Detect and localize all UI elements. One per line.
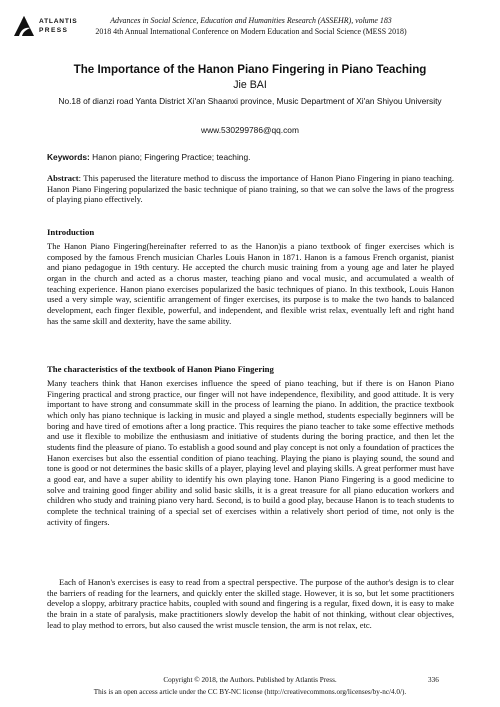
author-name: Jie BAI xyxy=(233,79,267,91)
page-number: 336 xyxy=(428,676,439,684)
section-heading-introduction: Introduction xyxy=(47,227,95,237)
license-notice: This is an open access article under the CC BY-NC license (http://creativecommons.org/licenses/by-nc/4.0/). xyxy=(93,688,407,696)
publisher-logo xyxy=(12,13,78,43)
logo-text-press: PRESS xyxy=(39,27,69,34)
logo-text-atlantis: ATLANTIS xyxy=(39,18,78,25)
abstract-text: : This paperused the literature method to discuss the importance of Hanon Piano Fingering in piano teaching. Hanon Piano Fingering popularized the basic technique of piano training, so that we can solve the laws of the progress of playing piano effectively. xyxy=(47,173,454,205)
introduction-paragraph: The Hanon Piano Fingering(hereinafter referred to as the Hanon)is a piano textbook of finger exercises which is composed by the famous French musician Charles Louis Hanon in 1871. Hanon is a famous French organist, pianist and piano pedagogue in 19th century. He accepted the church music training from a young age and later he played organ in the church and acted as a chorus master, teaching piano and vocal music, and accumulated a wealth of teaching experience. Hanon piano exercises popularized the basic techniques of piano. In this textbook, Louis Hanon used a very simple way, scientific arrangement of finger exercises, its purpose is to make the two hands to balanced development, each finger flexible, powerful, and independent, and flexible wrist relax, eventually left and right hand has the same skill and dexterity, have the same ability. xyxy=(47,241,454,326)
abstract-label: Abstract xyxy=(47,173,79,183)
author-affiliation: No.18 of dianzi road Yanta District Xi'an Shaanxi province, Music Department of Xi'an Shiyou University xyxy=(58,96,442,106)
conference-series: Advances in Social Science, Education and Humanities Research (ASSEHR), volume 183 xyxy=(110,16,392,25)
keywords-label: Keywords: xyxy=(47,152,90,162)
characteristics-paragraph-1: Many teachers think that Hanon exercises influence the speed of piano teaching, but if there is on Hanon Piano Fingering practical and strong practice, our finger will not have independence, flexibility, and good attitude. It is very important to have strong and consummate skill in the process of learning the piano. In addition, the practice textbook which only has piano technique is lacking in music and played a single method, students especially beginners will be boring and have tired of emotions after a long practice. This requires the piano teacher to take some effective methods and use it flexible to mobilize the enthusiasm and initiative of students during the boring practice, and then let the students find the pleasure of piano. To establish a good sound and play concept is not only a foundation of practices the Hanon exercises but also the essential condition of piano teaching. Playing the piano is playing sound, the sound and tone is good or not determines the basic skills of a player, playing level and playing skills. A great performer must have a good ear, and have a super ability to identify his own playing tone. Hanon Piano Fingering is a good medicine to solve and training good finger ability and solid basic skills, it is a great treasure for all piano education workers and children who study and training piano very hard. Second, is to build a good play, because Hanon is to teach students to complete the technical training of a special set of exercises within a relatively short period of time, not only is the activity of fingers. xyxy=(47,378,454,527)
keywords-text: Hanon piano; Fingering Practice; teaching. xyxy=(89,152,251,162)
abstract xyxy=(47,173,454,205)
atlantis-logo-icon xyxy=(12,14,36,38)
section-heading-characteristics: The characteristics of the textbook of Hanon Piano Fingering xyxy=(47,364,274,374)
author-email: www.530299786@qq.com xyxy=(201,125,299,135)
keywords xyxy=(47,152,467,162)
copyright-notice: Copyright © 2018, the Authors. Published by Atlantis Press. xyxy=(163,676,337,684)
paper-title: The Importance of the Hanon Piano Fingering in Piano Teaching xyxy=(73,63,427,76)
characteristics-paragraph-2: Each of Hanon's exercises is easy to read from a spectral perspective. The purpose of the author's design is to clear the barriers of reading for the learners, and quickly enter the skilled stage. However, it is so, but let some practitioners develop a sloppy, arbitrary practice habits, coupled with sound and fingering is a regular, fixed down, it is easy to make the brain in a state of paralysis, make practitioners slowly develop the habit of not thinking, without clear objectives, lead to play method to errors, but also caused the wrist muscle tension, the arm is not relax, etc. xyxy=(47,577,454,630)
conference-name: 2018 4th Annual International Conference on Modern Education and Social Science (MESS 2018) xyxy=(95,27,407,36)
